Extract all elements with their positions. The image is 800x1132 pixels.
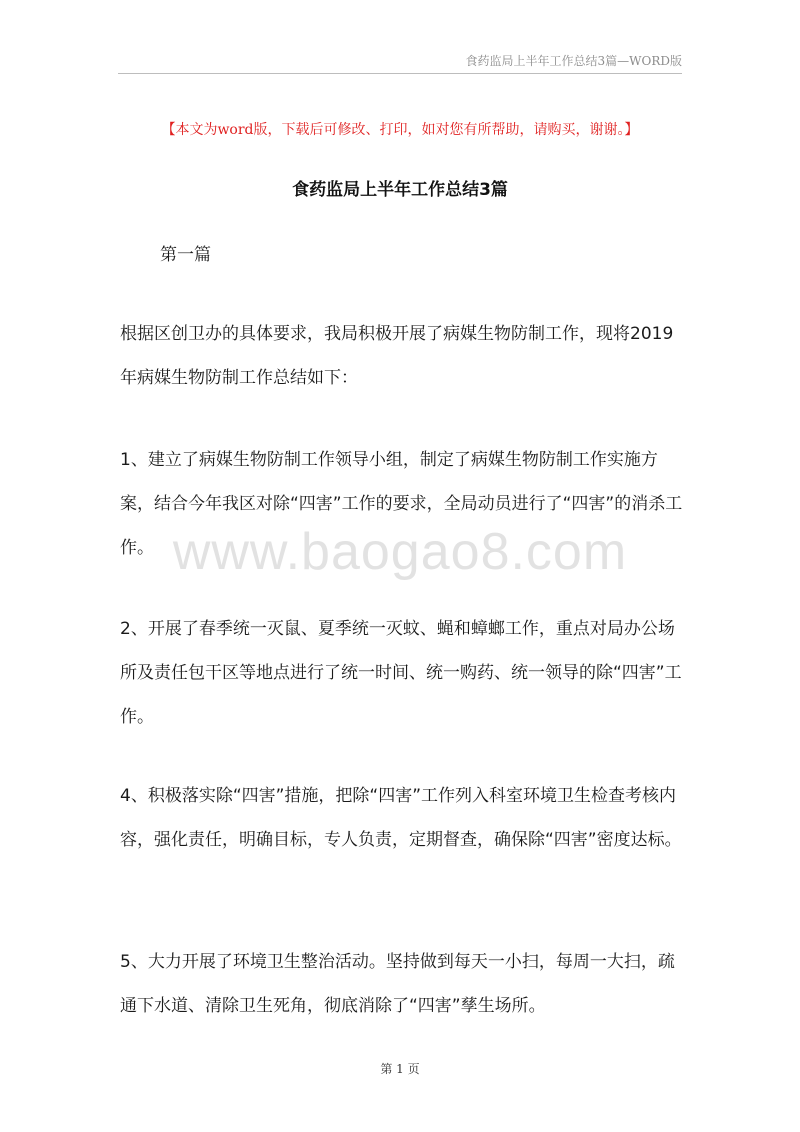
section-heading: 第一篇: [160, 245, 211, 265]
paragraph-item-2: 2、开展了春季统一灭鼠、夏季统一灭蚊、蝇和蟑螂工作，重点对局办公场所及责任包干区等地点进行了统一时间、统一购药、统一领导的除“四害”工作。: [120, 619, 682, 727]
page-header: 食药监局上半年工作总结3篇—WORD版: [465, 54, 682, 68]
page-number: 第 1 页: [380, 1062, 420, 1076]
paragraph-item-1: 1、建立了病媒生物防制工作领导小组，制定了病媒生物防制工作实施方案，结合今年我区对除“四害”工作的要求，全局动员进行了“四害”的消杀工作。: [120, 450, 683, 558]
paragraph-item-4: 4、积极落实除“四害”措施，把除“四害”工作列入科室环境卫生检查考核内容，强化责任，明确目标，专人负责，定期督查，确保除“四害”密度达标。: [120, 786, 682, 850]
document-title: 食药监局上半年工作总结3篇: [292, 180, 508, 200]
paragraph-intro: 根据区创卫办的具体要求，我局积极开展了病媒生物防制工作，现将2019年病媒生物防制工作总结如下：: [120, 324, 674, 388]
notice-banner: 【本文为word版，下载后可修改、打印，如对您有所帮助，请购买，谢谢。】: [161, 122, 639, 138]
header-rule: [118, 73, 682, 74]
paragraph-item-5: 5、大力开展了环境卫生整治活动。坚持做到每天一小扫，每周一大扫，疏通下水道、清除卫生死角，彻底消除了“四害”孳生场所。: [120, 952, 675, 1016]
watermark: www.baogao8.com: [172, 523, 628, 581]
